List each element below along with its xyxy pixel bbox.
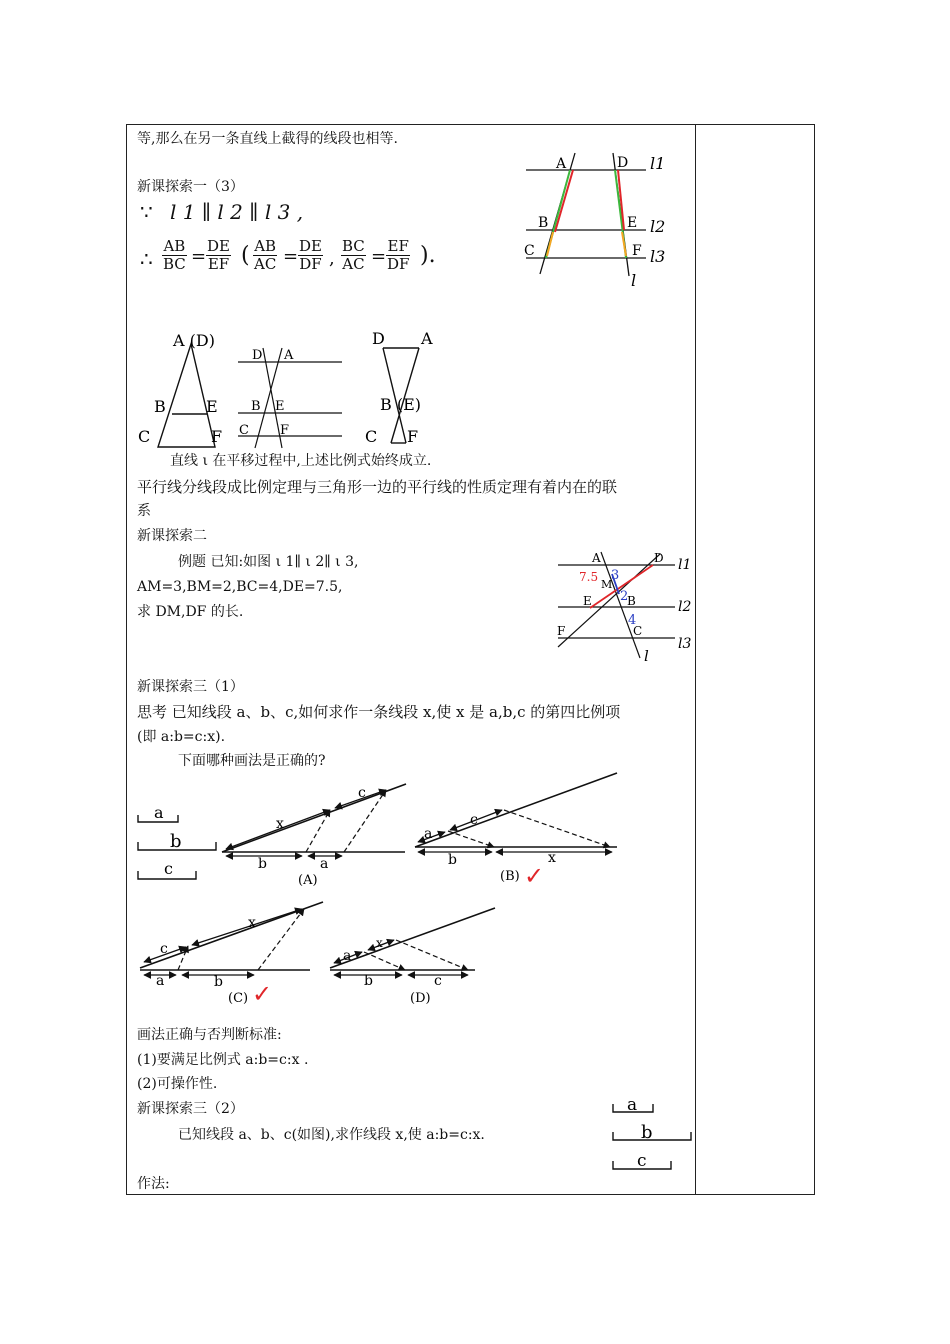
section3-title: 新课探索三（1）: [137, 679, 244, 695]
shape-a-label-ad: A (D): [173, 331, 215, 350]
right-paren: ).: [420, 243, 436, 268]
svg-text:E: E: [275, 399, 285, 414]
svg-text:c: c: [637, 1151, 647, 1171]
which-correct-question: 下面哪种画法是正确的?: [178, 753, 326, 769]
svg-text:D: D: [654, 551, 664, 565]
svg-text:b: b: [214, 974, 223, 990]
svg-text:x: x: [376, 936, 383, 950]
svg-text:7.5: 7.5: [579, 570, 599, 584]
svg-text:a: a: [320, 856, 329, 872]
example-values: AM=3,BM=2,BC=4,DE=7.5,: [137, 579, 343, 595]
option-c-check: ✓: [252, 980, 273, 1008]
comma: ,: [329, 248, 335, 269]
think-line-2: (即 a:b=c:x).: [137, 729, 226, 745]
label-c: C: [524, 243, 535, 259]
svg-text:c: c: [470, 812, 478, 828]
label-l3: l3: [650, 247, 666, 266]
shape-a-label-e: E: [206, 397, 218, 416]
example-question: 求 DM,DF 的长.: [137, 604, 244, 620]
given-parallel-lines: l 1 ∥ l 2 ∥ l 3 ,: [170, 200, 304, 224]
svg-text:b: b: [258, 856, 267, 872]
equals-sign: =: [191, 246, 207, 267]
svg-text:B (E): B (E): [380, 395, 422, 414]
svg-text:c: c: [434, 973, 442, 989]
section2-title: 新课探索二: [137, 528, 207, 544]
example-figure: [548, 548, 696, 666]
option-b-label: (B): [500, 869, 520, 884]
shape-a-label-f: F: [211, 427, 223, 446]
svg-text:F: F: [557, 624, 566, 638]
svg-text:C: C: [633, 624, 643, 638]
label-b: B: [538, 215, 549, 231]
svg-text:B: B: [627, 594, 636, 608]
therefore-symbol: ∴: [140, 247, 153, 271]
option-b-check: ✓: [524, 862, 545, 890]
relation-line-1: 平行线分线段成比例定理与三角形一边的平行线的性质定理有着内在的联: [137, 478, 618, 496]
svg-text:x: x: [248, 915, 256, 931]
label-a: A: [556, 156, 567, 172]
criteria-1: (1)要满足比例式 a:b=c:x .: [137, 1052, 309, 1068]
fraction-ab-bc: $\frac{AB}{BC}$: [163, 237, 186, 273]
svg-text:c: c: [358, 785, 366, 801]
label-l: l: [631, 271, 637, 290]
given-segments-figure: [605, 1092, 695, 1174]
svg-text:a: a: [424, 826, 433, 842]
because-symbol: ∵: [140, 200, 153, 224]
triangle-shape: [158, 344, 215, 447]
svg-text:F: F: [280, 423, 290, 438]
svg-text:C: C: [365, 427, 378, 446]
label-l2: l2: [650, 217, 666, 236]
shape-a-label-b: B: [154, 397, 166, 416]
section1-title: 新课探索一（3）: [137, 179, 244, 195]
criteria-2: (2)可操作性.: [137, 1076, 218, 1092]
label-l1: l1: [650, 154, 666, 173]
construction-options-figure: [130, 770, 620, 1015]
svg-text:c: c: [160, 941, 168, 957]
svg-text:a: a: [343, 948, 352, 964]
svg-text:b: b: [364, 973, 373, 989]
fraction-de-df: $\frac{DE}{DF}$: [299, 237, 322, 273]
svg-text:l2: l2: [678, 599, 692, 615]
svg-text:x: x: [548, 850, 556, 866]
svg-text:A: A: [421, 329, 433, 348]
equals-sign: =: [371, 246, 387, 267]
relation-line-2: 系: [137, 503, 151, 519]
shape-a-label-c: C: [138, 427, 151, 446]
label-f: F: [632, 243, 642, 259]
svg-text:b: b: [170, 831, 182, 852]
intro-line: 等,那么在另一条直线上截得的线段也相等.: [137, 131, 398, 147]
svg-text:E: E: [583, 594, 592, 608]
fraction-ef-df: $\frac{EF}{DF}$: [387, 237, 410, 273]
section4-title: 新课探索三（2）: [137, 1101, 244, 1117]
svg-text:3: 3: [611, 568, 620, 583]
svg-text:F: F: [407, 427, 419, 446]
red-segment-ab: [555, 170, 573, 232]
svg-text:B: B: [251, 399, 261, 414]
equals-sign: =: [283, 246, 299, 267]
svg-text:l1: l1: [678, 557, 692, 573]
translation-figures: [135, 326, 455, 451]
option-a-label: (A): [298, 873, 318, 888]
method-label: 作法:: [137, 1176, 170, 1192]
svg-text:C: C: [239, 423, 249, 438]
svg-text:b: b: [641, 1122, 653, 1143]
svg-text:2: 2: [620, 589, 629, 604]
fraction-ab-ac: $\frac{AB}{AC}$: [254, 237, 277, 273]
think-line-1: 思考 已知线段 a、b、c,如何求作一条线段 x,使 x 是 a,b,c 的第四比例项: [137, 703, 621, 721]
svg-text:D: D: [372, 329, 385, 348]
left-paren: (: [241, 243, 250, 268]
option-c-label: (C): [228, 991, 249, 1006]
svg-text:M: M: [601, 578, 613, 591]
fraction-de-ef: $\frac{DE}{EF}$: [207, 237, 230, 273]
svg-text:A: A: [592, 551, 601, 565]
svg-text:x: x: [276, 816, 284, 832]
option-d-label: (D): [410, 991, 431, 1006]
label-d: D: [617, 155, 629, 171]
fraction-bc-ac: $\frac{BC}{AC}$: [342, 237, 365, 273]
svg-text:a: a: [627, 1095, 638, 1115]
svg-text:c: c: [164, 859, 173, 878]
translation-note: 直线 ι 在平移过程中,上述比例式始终成立.: [170, 453, 432, 469]
label-e: E: [627, 215, 638, 231]
svg-text:D: D: [252, 348, 263, 363]
svg-text:4: 4: [628, 613, 637, 628]
example-given: 例题 已知:如图 ι 1∥ ι 2∥ ι 3,: [178, 554, 359, 570]
criteria-title: 画法正确与否判断标准:: [137, 1027, 282, 1043]
svg-text:A: A: [284, 348, 294, 363]
svg-text:a: a: [156, 973, 165, 989]
svg-text:a: a: [154, 803, 164, 822]
orange-segment-bc: [547, 232, 553, 256]
svg-text:l: l: [644, 647, 649, 665]
parallel-lines-figure: [520, 148, 680, 290]
svg-text:l3: l3: [678, 636, 692, 652]
svg-text:b: b: [448, 852, 457, 868]
section4-task: 已知线段 a、b、c(如图),求作线段 x,使 a:b=c:x.: [178, 1127, 485, 1143]
